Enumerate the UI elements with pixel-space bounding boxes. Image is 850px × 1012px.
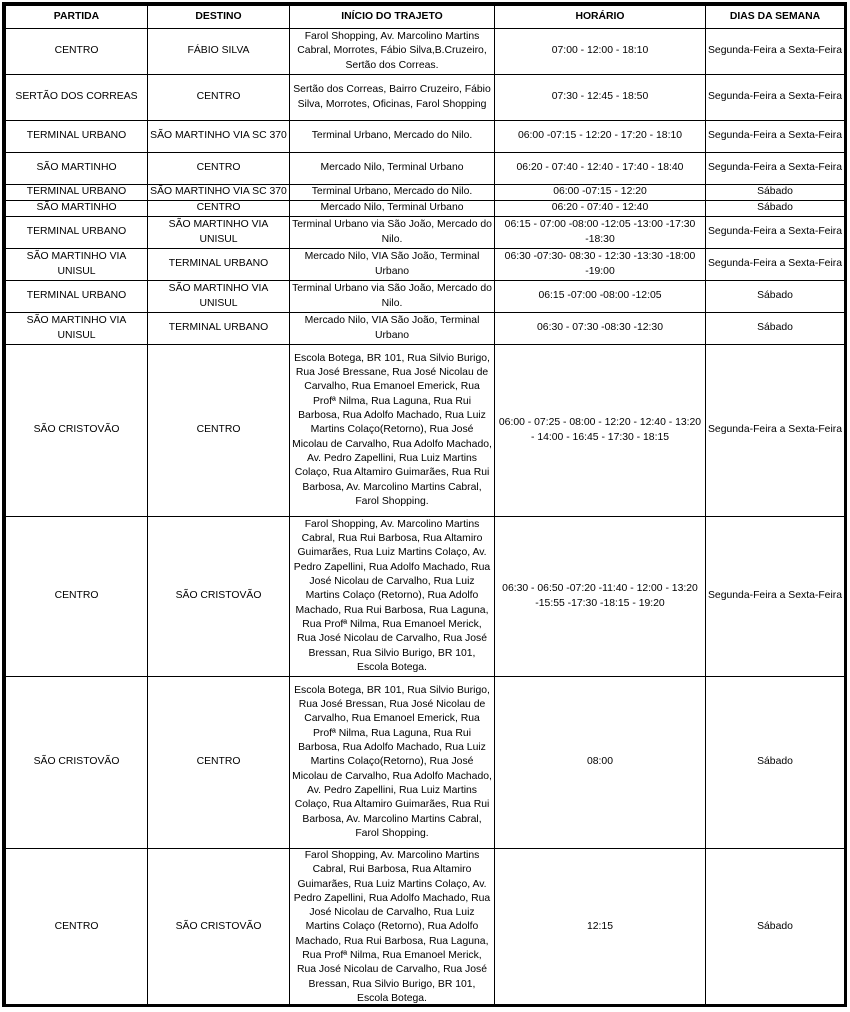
cell-partida: TERMINAL URBANO [6,185,148,201]
table-row [6,201,845,217]
cell-destino: SÃO CRISTOVÃO [148,517,290,677]
cell-horario: 07:00 - 12:00 - 18:10 [495,29,706,75]
cell-partida: CENTRO [6,849,148,1007]
cell-partida: TERMINAL URBANO [6,217,148,249]
cell-dias: Segunda-Feira a Sexta-Feira [706,29,845,75]
table-row [6,517,845,677]
cell-partida: CENTRO [6,29,148,75]
header-row [6,6,845,29]
cell-destino: TERMINAL URBANO [148,313,290,345]
cell-partida: SÃO MARTINHO VIA UNISUL [6,249,148,281]
cell-horario: 06:20 - 07:40 - 12:40 - 17:40 - 18:40 [495,153,706,185]
cell-partida: CENTRO [6,517,148,677]
cell-horario: 08:00 [495,677,706,849]
cell-horario: 06:30 - 07:30 -08:30 -12:30 [495,313,706,345]
table-row [6,217,845,249]
cell-trajeto: Farol Shopping, Av. Marcolino Martins Cabral, Rui Barbosa, Rua Altamiro Guimarães, Rua Luiz Martins Colaço, Av. Pedro Zapellini, Rua Adolfo Machado, Rua José Nicolau de Carvalho, Rua Luiz Martins Colaço (Retorno), Rua Adolfo Machado, Rua Rui Barbosa, Rua Laguna, Rua Profª Nilma, Rua Emanoel Merick, Rua José Nicolau de Carvalho, Rua José Bressan, Rua Silvio Burigo, BR 101, Escola Botega. [290,849,495,1007]
cell-destino: CENTRO [148,153,290,185]
table-row [6,153,845,185]
cell-horario: 12:15 [495,849,706,1007]
cell-trajeto: Terminal Urbano via São João, Mercado do Nilo. [290,217,495,249]
cell-partida: SÃO CRISTOVÃO [6,345,148,517]
cell-dias: Segunda-Feira a Sexta-Feira [706,249,845,281]
cell-horario: 06:20 - 07:40 - 12:40 [495,201,706,217]
header-partida: PARTIDA [6,6,148,29]
cell-dias: Segunda-Feira a Sexta-Feira [706,345,845,517]
header-dias: DIAS DA SEMANA [706,6,845,29]
header-destino: DESTINO [148,6,290,29]
cell-dias: Sábado [706,185,845,201]
table-row [6,345,845,517]
header-trajeto: INÍCIO DO TRAJETO [290,6,495,29]
header-horario: HORÁRIO [495,6,706,29]
table-row [6,677,845,849]
cell-dias: Sábado [706,313,845,345]
cell-trajeto: Mercado Nilo, VIA São João, Terminal Urbano [290,249,495,281]
cell-destino: CENTRO [148,677,290,849]
cell-horario: 06:00 -07:15 - 12:20 [495,185,706,201]
cell-trajeto: Sertão dos Correas, Bairro Cruzeiro, Fábio Silva, Morrotes, Oficinas, Farol Shopping [290,75,495,121]
cell-trajeto: Farol Shopping, Av. Marcolino Martins Cabral, Morrotes, Fábio Silva,B.Cruzeiro, Sertão dos Correas. [290,29,495,75]
cell-horario: 06:15 -07:00 -08:00 -12:05 [495,281,706,313]
cell-horario: 06:00 -07:15 - 12:20 - 17:20 - 18:10 [495,121,706,153]
cell-destino: CENTRO [148,75,290,121]
cell-destino: SÃO MARTINHO VIA UNISUL [148,217,290,249]
cell-dias: Sábado [706,849,845,1007]
cell-trajeto: Mercado Nilo, VIA São João, Terminal Urbano [290,313,495,345]
cell-partida: TERMINAL URBANO [6,281,148,313]
cell-partida: SÃO MARTINHO VIA UNISUL [6,313,148,345]
cell-destino: CENTRO [148,345,290,517]
cell-dias: Segunda-Feira a Sexta-Feira [706,217,845,249]
cell-trajeto: Terminal Urbano, Mercado do Nilo. [290,121,495,153]
cell-destino: SÃO CRISTOVÃO [148,849,290,1007]
bus-schedule-table [5,5,845,1007]
table-row [6,75,845,121]
table-row [6,29,845,75]
table-row [6,121,845,153]
cell-destino: SÃO MARTINHO VIA SC 370 [148,185,290,201]
cell-destino: SÃO MARTINHO VIA SC 370 [148,121,290,153]
cell-horario: 06:00 - 07:25 - 08:00 - 12:20 - 12:40 - 13:20 - 14:00 - 16:45 - 17:30 - 18:15 [495,345,706,517]
cell-horario: 06:15 - 07:00 -08:00 -12:05 -13:00 -17:30 -18:30 [495,217,706,249]
cell-dias: Segunda-Feira a Sexta-Feira [706,153,845,185]
cell-horario: 06:30 - 06:50 -07:20 -11:40 - 12:00 - 13:20 -15:55 -17:30 -18:15 - 19:20 [495,517,706,677]
cell-partida: SÃO MARTINHO [6,153,148,185]
cell-destino: SÃO MARTINHO VIA UNISUL [148,281,290,313]
cell-dias: Segunda-Feira a Sexta-Feira [706,517,845,677]
cell-trajeto: Mercado Nilo, Terminal Urbano [290,153,495,185]
table-row [6,185,845,201]
cell-horario: 07:30 - 12:45 - 18:50 [495,75,706,121]
cell-dias: Segunda-Feira a Sexta-Feira [706,121,845,153]
cell-trajeto: Farol Shopping, Av. Marcolino Martins Cabral, Rua Rui Barbosa, Rua Altamiro Guimarães, Rua Luiz Martins Colaço, Av. Pedro Zapellini, Rua Adolfo Machado, Rua José Nicolau de Carvalho, Rua Luiz Martins Colaço (Retorno), Rua Adolfo Machado, Rua Rui Barbosa, Rua Laguna, Rua Profª Nilma, Rua Emanoel Merick, Rua José Nicolau de Carvalho, Rua José Bressan, Rua Silvio Burigo, BR 101, Escola Botega. [290,517,495,677]
table-row [6,313,845,345]
cell-trajeto: Terminal Urbano, Mercado do Nilo. [290,185,495,201]
table-row [6,849,845,1007]
cell-destino: CENTRO [148,201,290,217]
table-row [6,249,845,281]
cell-destino: TERMINAL URBANO [148,249,290,281]
cell-partida: TERMINAL URBANO [6,121,148,153]
cell-destino: FÁBIO SILVA [148,29,290,75]
cell-horario: 06:30 -07:30- 08:30 - 12:30 -13:30 -18:00 -19:00 [495,249,706,281]
cell-partida: SERTÃO DOS CORREAS [6,75,148,121]
cell-dias: Sábado [706,677,845,849]
cell-trajeto: Escola Botega, BR 101, Rua Silvio Burigo, Rua José Bressane, Rua José Nicolau de Carvalho, Rua Emanoel Emerick, Rua Profª Nilma, Rua Laguna, Rua Rui Barbosa, Rua Adolfo Machado, Rua Luiz Martins Colaço(Retorno), Rua José Micolau de Carvalho, Rua Adolfo Machado, Av. Pedro Zapellini, Rua Luiz Martins Colaço, Rua Altamiro Guimarães, Rua Rui Barbosa, Av. Marcolino Martins Cabral, Farol Shopping. [290,345,495,517]
cell-partida: SÃO MARTINHO [6,201,148,217]
cell-trajeto: Mercado Nilo, Terminal Urbano [290,201,495,217]
cell-dias: Segunda-Feira a Sexta-Feira [706,75,845,121]
cell-dias: Sábado [706,201,845,217]
cell-dias: Sábado [706,281,845,313]
cell-partida: SÃO CRISTOVÃO [6,677,148,849]
cell-trajeto: Terminal Urbano via São João, Mercado do Nilo. [290,281,495,313]
table-row [6,281,845,313]
cell-trajeto: Escola Botega, BR 101, Rua Silvio Burigo, Rua José Bressan, Rua José Nicolau de Carvalho, Rua Emanoel Emerick, Rua Profª Nilma, Rua Laguna, Rua Rui Barbosa, Rua Adolfo Machado, Rua Luiz Martins Colaço(Retorno), Rua José Micolau de Carvalho, Rua Adolfo Machado, Av. Pedro Zapellini, Rua Luiz Martins Colaço, Rua Altamiro Guimarães, Rua Rui Barbosa, Av. Marcolino Martins Cabral, Farol Shopping. [290,677,495,849]
